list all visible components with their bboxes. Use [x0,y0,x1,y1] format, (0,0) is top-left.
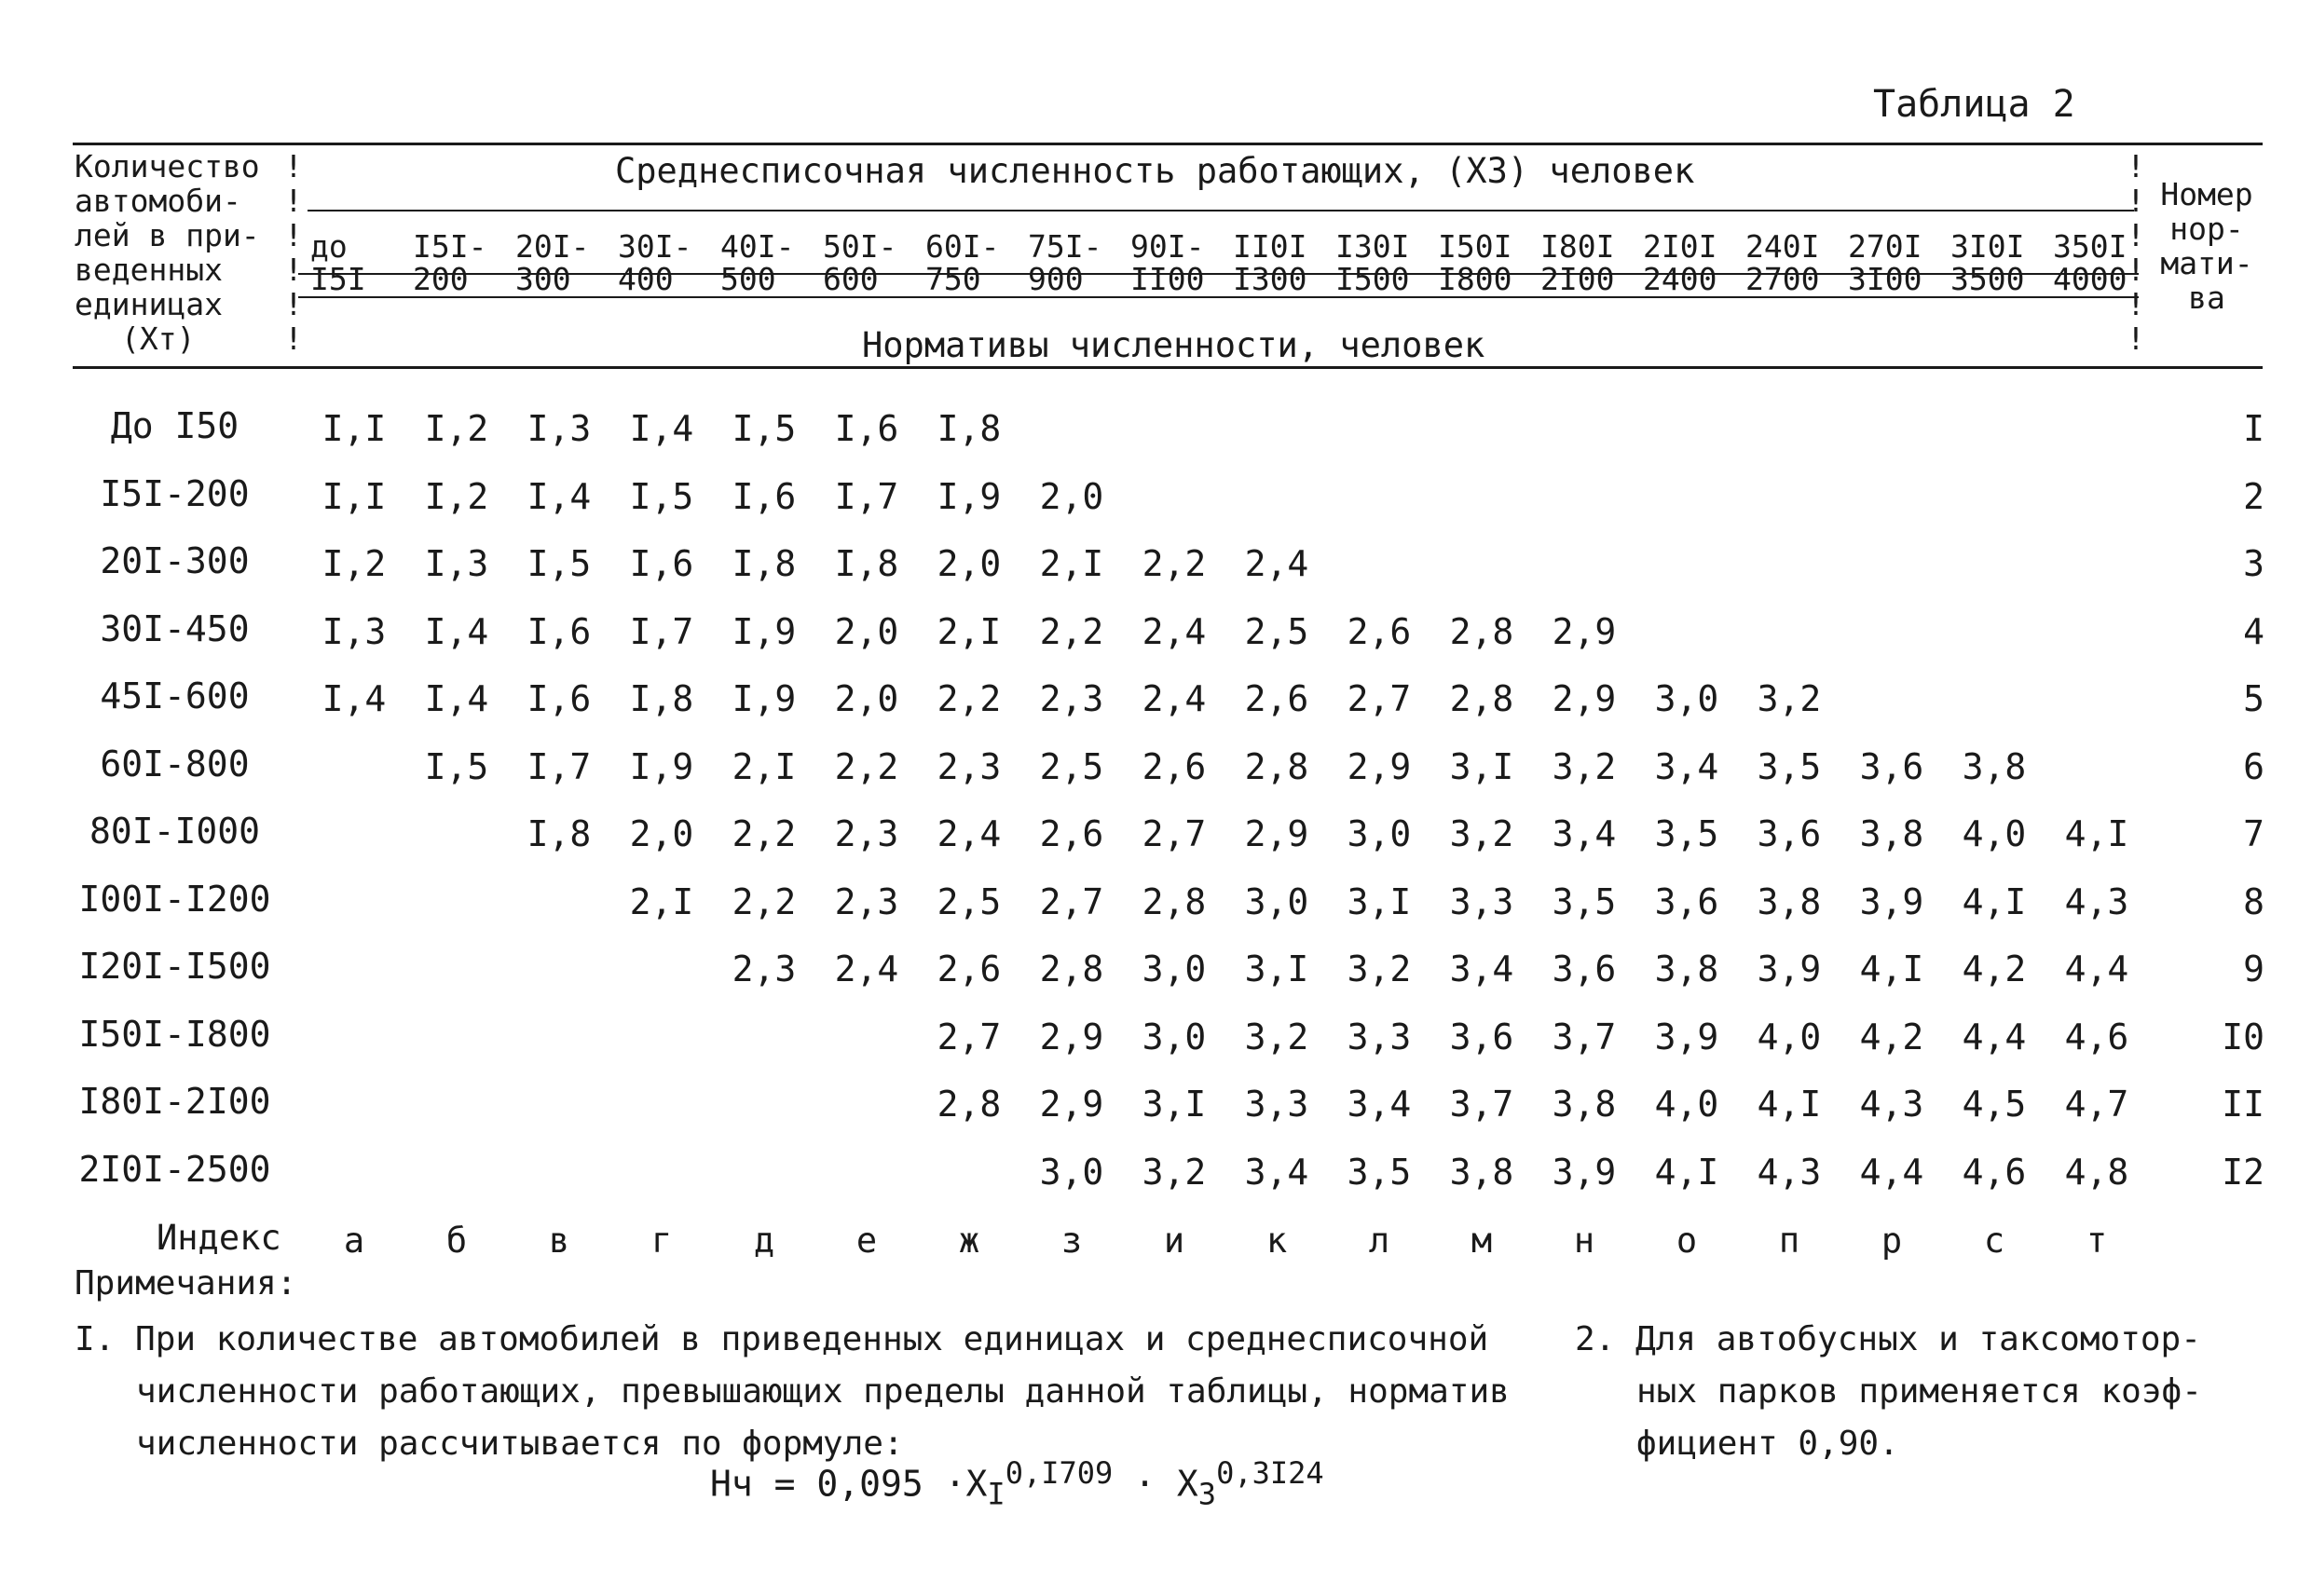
table-cell: 3,5 [1654,813,1719,854]
table-cell: 2,7 [937,1016,1002,1057]
table-cell: I,4 [424,610,489,652]
table-cell: 2,I [1039,543,1104,584]
index-letter: с [1983,1221,2005,1261]
table-cell: I,6 [732,475,797,517]
table-caption: Таблица 2 [1873,83,2075,126]
table-cell: 3,4 [1654,745,1719,787]
formula [710,1455,1324,1511]
row-label: 45I-600 [100,675,250,716]
note-1-line: численности работающих, превышающих пределы данной таблицы, норматив [136,1372,1510,1411]
range-header-to: 400 [618,261,674,297]
table-cell: I,9 [732,610,797,652]
table-cell: I,9 [937,475,1002,517]
note-2 [1575,1314,2202,1470]
norm-number: 8 [2243,880,2264,922]
table-cell: I,4 [629,408,694,449]
table-cell: 2,2 [1039,610,1104,652]
table-cell: 2,7 [1142,813,1207,854]
table-cell: 2,6 [1039,813,1104,854]
index-letter: р [1881,1221,1903,1261]
table-cell: 2,3 [834,813,899,854]
left-separator-marks: ! ! ! ! ! ! [284,148,303,357]
header-right-line: ва [2188,280,2225,316]
table-cell: 4,3 [1757,1151,1822,1193]
range-header-to: 4000 [2053,261,2127,297]
index-letter: в [548,1221,570,1261]
note-2-line: ных парков применяется коэф- [1636,1372,2202,1411]
index-letter: к [1265,1221,1288,1261]
table-cell: 3,I [1449,745,1514,787]
table-cell: I,3 [321,610,387,652]
table-cell: 3,I [1142,1084,1207,1125]
index-letter: л [1368,1221,1390,1261]
table-cell: 2,6 [1347,610,1412,652]
table-cell: I,5 [732,408,797,449]
table-cell: 3,6 [1757,813,1822,854]
table-top-rule [73,143,2263,145]
table-cell: 3,5 [1552,880,1617,922]
index-letter: п [1778,1221,1800,1261]
table-cell: I,I [321,475,387,517]
table-cell: 3,4 [1449,948,1514,989]
table-cell: 2,9 [1039,1084,1104,1125]
index-letter: а [343,1221,365,1261]
table-cell: 4,4 [1962,1016,2027,1057]
table-cell: I,8 [527,813,592,854]
table-cell: I,8 [732,543,797,584]
table-cell: 2,2 [937,678,1002,719]
range-header-to: I800 [1438,261,1512,297]
table-cell: I,4 [321,678,387,719]
table-cell: 4,I [1962,880,2027,922]
range-header-from: 2I0I [1643,228,1717,265]
formula-sub1: I [987,1476,1006,1512]
table-cell: 3,2 [1757,678,1822,719]
right-separator-marks: ! ! ! ! ! ! [2127,148,2145,357]
table-cell: 2,4 [1142,610,1207,652]
range-header-from: до [310,228,348,265]
table-cell: 2,4 [937,813,1002,854]
table-cell: I,9 [732,678,797,719]
index-letter: е [855,1221,878,1261]
table-cell: 2,I [937,610,1002,652]
table-cell: 2,9 [1039,1016,1104,1057]
table-cell: 4,4 [1859,1151,1924,1193]
table-cell: 2,8 [1244,745,1309,787]
table-cell: 4,6 [2064,1016,2129,1057]
table-cell: 2,2 [1142,543,1207,584]
table-cell: 4,I [1654,1151,1719,1193]
table-cell: 3,0 [1244,880,1309,922]
table-cell: I,6 [629,543,694,584]
table-cell: 2,3 [732,948,797,989]
table-cell: 4,6 [1962,1151,2027,1193]
note-2-line: 2. Для автобусных и таксомотор- [1575,1320,2201,1358]
group-title: Среднесписочная численность работающих, (X3) человек [615,151,1695,191]
header-left-line: веденных [75,252,223,288]
table-cell: 3,2 [1347,948,1412,989]
header-vehicle-count [75,149,260,356]
norm-number: 9 [2243,948,2264,989]
table-cell: I,3 [424,543,489,584]
table-cell: 3,5 [1757,745,1822,787]
table-cell: 4,0 [1654,1084,1719,1125]
table-cell: 3,I [1347,880,1412,922]
table-cell: I,7 [527,745,592,787]
norm-number: 5 [2243,678,2264,719]
table-cell: 3,I [1244,948,1309,989]
norm-number: I [2243,408,2264,449]
table-cell: 2,4 [1142,678,1207,719]
table-cell: 3,7 [1449,1084,1514,1125]
header-left-line: лей в при- [75,217,260,253]
table-cell: I,5 [527,543,592,584]
table-cell: 3,3 [1244,1084,1309,1125]
table-cell: 3,4 [1244,1151,1309,1193]
header-right-line: мати- [2160,245,2253,281]
table-cell: 4,I [1859,948,1924,989]
table-cell: 2,6 [1142,745,1207,787]
range-header-from: 50I- [823,228,897,265]
table-cell: 2,4 [834,948,899,989]
table-cell: 2,8 [1449,610,1514,652]
table-cell: I,5 [629,475,694,517]
range-header-from: 40I- [720,228,795,265]
range-header-to: 2400 [1643,261,1717,297]
table-cell: 4,I [1757,1084,1822,1125]
table-cell: 2,5 [1039,745,1104,787]
table-cell: 3,8 [1552,1084,1617,1125]
table-cell: I,2 [424,475,489,517]
table-cell: 4,3 [1859,1084,1924,1125]
table-cell: 2,5 [1244,610,1309,652]
table-cell: 2,8 [1142,880,1207,922]
table-cell: 2,9 [1347,745,1412,787]
table-cell: I,8 [937,408,1002,449]
header-right-line: нор- [2169,211,2244,247]
table-cell: 3,3 [1449,880,1514,922]
range-header-to: II00 [1130,261,1205,297]
table-cell: 2,8 [937,1084,1002,1125]
table-cell: 3,2 [1142,1151,1207,1193]
index-letter: т [2086,1221,2108,1261]
table-cell: I,I [321,408,387,449]
table-cell: 3,8 [1757,880,1822,922]
range-header-from: I80I [1540,228,1615,265]
range-header-to: 500 [720,261,776,297]
note-2-line: фициент 0,90. [1636,1425,1899,1463]
range-header-to: 3I00 [1848,261,1922,297]
table-cell: 2,0 [937,543,1002,584]
row-label: 80I-I000 [89,811,261,852]
index-letter: м [1471,1221,1493,1261]
table-cell: 2,0 [834,610,899,652]
table-cell: 2,7 [1039,880,1104,922]
range-header-from: 60I- [925,228,1000,265]
range-header-to: I500 [1335,261,1410,297]
range-header-from: 20I- [515,228,590,265]
table-cell: 2,2 [732,813,797,854]
row-label: I20I-I500 [78,946,271,987]
table-cell: I,3 [527,408,592,449]
note-1-line: I. При количестве автомобилей в приведенных единицах и среднесписочной [75,1320,1489,1358]
table-cell: 2,3 [834,880,899,922]
range-header-from: 3I0I [1950,228,2025,265]
range-header-from: 75I- [1028,228,1102,265]
table-cell: I,8 [629,678,694,719]
index-letter: б [445,1221,468,1261]
range-header-to: I300 [1233,261,1307,297]
table-cell: 2,2 [732,880,797,922]
table-cell: 4,4 [2064,948,2129,989]
table-cell: 3,4 [1347,1084,1412,1125]
header-left-line: Количество [75,148,260,184]
range-header-from: II0I [1233,228,1307,265]
row-label: 20I-300 [100,540,250,581]
header-left-line: автомоби- [75,183,241,219]
table-cell: I,4 [424,678,489,719]
table-cell: 2,9 [1244,813,1309,854]
table-cell: 2,7 [1347,678,1412,719]
table-cell: 3,0 [1142,1016,1207,1057]
table-cell: 3,8 [1449,1151,1514,1193]
index-letter: и [1163,1221,1185,1261]
table-cell: 2,0 [1039,475,1104,517]
header-left-line: (Xт) [121,321,196,357]
norm-number: I2 [2222,1151,2264,1193]
table-cell: 4,8 [2064,1151,2129,1193]
table-cell: 3,0 [1347,813,1412,854]
range-header-from: 240I [1745,228,1820,265]
range-header-from: 90I- [1130,228,1205,265]
row-label: 60I-800 [100,743,250,784]
table-cell: I,7 [834,475,899,517]
range-header-from: I30I [1335,228,1410,265]
table-cell: 3,9 [1654,1016,1719,1057]
table-cell: 4,7 [2064,1084,2129,1125]
row-label: 30I-450 [100,607,250,649]
group-title-rule [308,210,2134,211]
table-cell: 2,3 [1039,678,1104,719]
table-cell: 3,0 [1039,1151,1104,1193]
table-cell: 3,9 [1552,1151,1617,1193]
table-cell: 2,3 [937,745,1002,787]
row-label: 2I0I-2500 [78,1148,271,1190]
norms-subheader: Нормативы численности, человек [862,325,1485,365]
table-cell: 2,4 [1244,543,1309,584]
table-cell: 4,2 [1859,1016,1924,1057]
table-cell: I,5 [424,745,489,787]
norm-number: I0 [2222,1016,2264,1057]
range-header-to: 300 [515,261,571,297]
table-cell: 4,2 [1962,948,2027,989]
table-cell: I,4 [527,475,592,517]
table-cell: I,6 [527,678,592,719]
table-cell: I,8 [834,543,899,584]
range-header-to: 3500 [1950,261,2025,297]
table-cell: 3,6 [1859,745,1924,787]
range-header-to: 200 [413,261,469,297]
formula-mid: · X [1113,1463,1198,1505]
table-cell: 3,0 [1654,678,1719,719]
index-letter: г [650,1221,673,1261]
range-header-to: 600 [823,261,879,297]
formula-lhs: Нч = 0,095 ·X [710,1463,988,1505]
norm-number: 6 [2243,745,2264,787]
norm-number: 2 [2243,475,2264,517]
table-cell: 3,3 [1347,1016,1412,1057]
table-cell: 3,8 [1859,813,1924,854]
table-cell: 3,7 [1552,1016,1617,1057]
index-letter: н [1573,1221,1595,1261]
header-left-line: единицах [75,286,223,322]
table-cell: 2,8 [1039,948,1104,989]
index-letter: д [753,1221,775,1261]
range-header-from: 30I- [618,228,692,265]
table-cell: 4,5 [1962,1084,2027,1125]
table-cell: 3,2 [1449,813,1514,854]
table-cell: 3,9 [1757,948,1822,989]
header-bottom-rule [73,366,2263,369]
range-header-from: I50I [1438,228,1512,265]
formula-sub2: 3 [1197,1476,1217,1512]
range-header-to: 2700 [1745,261,1820,297]
table-cell: 3,8 [1654,948,1719,989]
range-header-from: 350I [2053,228,2127,265]
table-cell: 2,0 [629,813,694,854]
index-letter: ж [958,1221,980,1261]
norm-number: II [2222,1084,2264,1125]
table-cell: 4,0 [1962,813,2027,854]
table-cell: 2,9 [1552,678,1617,719]
notes-title: Примечания: [75,1264,297,1303]
table-cell: 2,9 [1552,610,1617,652]
norm-number: 3 [2243,543,2264,584]
table-cell: I,9 [629,745,694,787]
table-cell: 3,4 [1552,813,1617,854]
table-cell: 2,2 [834,745,899,787]
header-right-line: Номер [2160,176,2253,212]
table-cell: 2,I [629,880,694,922]
table-cell: 4,0 [1757,1016,1822,1057]
table-cell: 3,0 [1142,948,1207,989]
range-header-to: 750 [925,261,981,297]
table-cell: 3,2 [1244,1016,1309,1057]
range-header-to: I5I [310,261,366,297]
row-label: I5I-200 [100,472,250,514]
norm-number: 7 [2243,813,2264,854]
table-cell: 4,3 [2064,880,2129,922]
table-cell: 3,2 [1552,745,1617,787]
table-cell: I,7 [629,610,694,652]
table-cell: 3,6 [1552,948,1617,989]
range-header-from: I5I- [413,228,487,265]
table-cell: 4,I [2064,813,2129,854]
table-cell: 2,6 [1244,678,1309,719]
row-label: I50I-I800 [78,1013,271,1055]
range-header-to: 900 [1028,261,1084,297]
index-letter: з [1060,1221,1083,1261]
table-cell: 2,0 [834,678,899,719]
formula-exp2: 0,3I24 [1216,1455,1324,1491]
table-cell: 3,6 [1654,880,1719,922]
table-cell: I,6 [834,408,899,449]
range-header-from: 270I [1848,228,1922,265]
table-cell: I,2 [321,543,387,584]
table-cell: 2,6 [937,948,1002,989]
note-1 [75,1314,1510,1470]
table-cell: 3,9 [1859,880,1924,922]
table-cell: I,2 [424,408,489,449]
table-cell: 2,5 [937,880,1002,922]
range-header-to: 2I00 [1540,261,1615,297]
table-cell: 3,6 [1449,1016,1514,1057]
table-cell: I,6 [527,610,592,652]
header-norm-number [2151,177,2263,315]
row-label: До I50 [110,405,239,446]
table-cell: 3,8 [1962,745,2027,787]
index-label: Индекс [157,1218,281,1258]
norm-number: 4 [2243,610,2264,652]
note-1-line: численности рассчитывается по формуле: [136,1425,904,1463]
table-cell: 3,5 [1347,1151,1412,1193]
row-label: I00I-I200 [78,878,271,920]
table-cell: 2,I [732,745,797,787]
index-letter: о [1676,1221,1698,1261]
table-cell: 2,8 [1449,678,1514,719]
row-label: I80I-2I00 [78,1081,271,1122]
formula-exp1: 0,I709 [1005,1455,1114,1491]
